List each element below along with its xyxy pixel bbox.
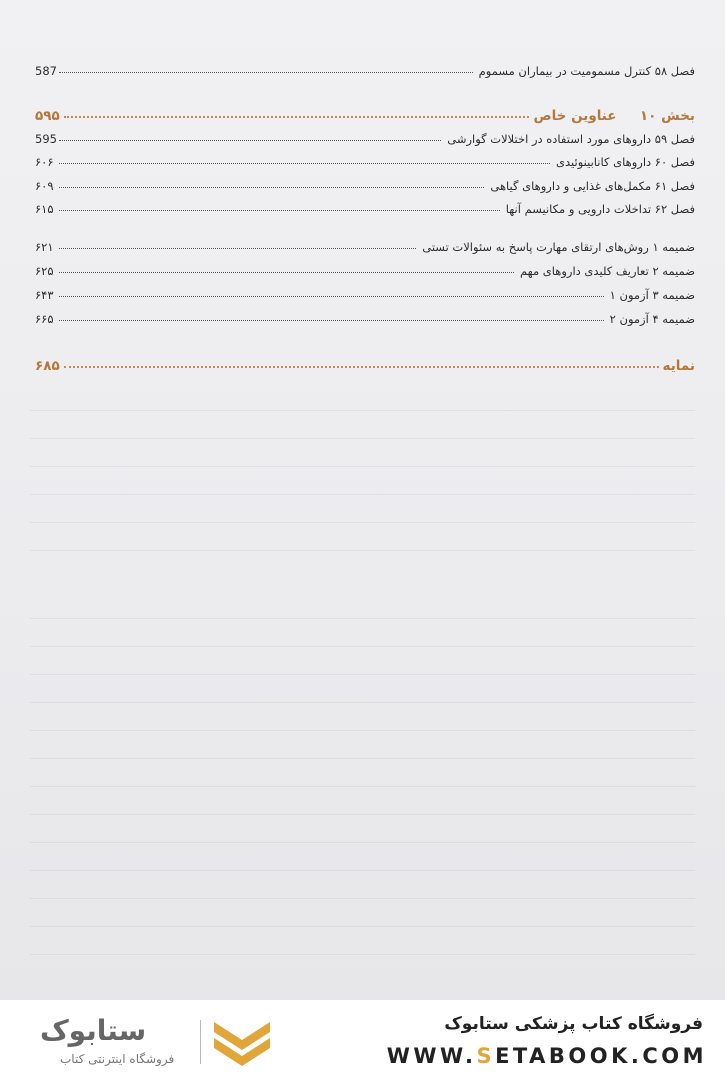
store-name: فروشگاه کتاب پزشکی ستابوک: [444, 1014, 703, 1034]
toc-entry-page: ۶۴۳: [35, 288, 54, 302]
toc-entry-chapter-60[interactable]: [35, 147, 695, 169]
dot-leader: [59, 72, 473, 73]
toc-part-10-heading[interactable]: [35, 100, 695, 124]
dot-leader: [59, 210, 500, 211]
dot-leader: [59, 140, 441, 141]
store-logo-text: ستابوک: [40, 1014, 147, 1047]
toc-entry-label: فصل ۵۹ داروهای مورد استفاده در اختلالات گوارشی: [447, 132, 695, 146]
toc-entry-appendix-1[interactable]: [35, 232, 695, 254]
store-footer-banner: [0, 1000, 725, 1080]
dot-leader: [64, 116, 530, 118]
toc-entry-page: ۶۰۹: [35, 179, 54, 193]
dot-leader: [59, 272, 514, 273]
dot-leader: [59, 248, 416, 249]
toc-entry-label: ضمیمه ۱ روش‌های ارتقای مهارت پاسخ به سئوالات تستی: [422, 240, 695, 254]
toc-entry-page: 587: [35, 64, 57, 78]
toc-entry-chapter-58[interactable]: [35, 56, 695, 78]
toc-entry-label: ضمیمه ۲ تعاریف کلیدی داروهای مهم: [520, 264, 695, 278]
toc-entry-chapter-62[interactable]: [35, 194, 695, 216]
toc-entry-label: فصل ۶۰ داروهای کانابینوئیدی: [556, 155, 695, 169]
toc-entry-label: فصل ۶۱ مکمل‌های غذایی و داروهای گیاهی: [490, 179, 695, 193]
toc-entry-label: ضمیمه ۳ آزمون ۱: [609, 288, 695, 302]
toc-index-heading[interactable]: [35, 350, 695, 374]
part-number: ۱۰: [639, 108, 657, 124]
store-chevron-logo-icon: [212, 1018, 272, 1066]
store-logo-subtitle: فروشگاه اینترنتی کتاب: [60, 1052, 175, 1066]
toc-entry-appendix-2[interactable]: [35, 256, 695, 278]
toc-entry-page: ۶۱۵: [35, 202, 54, 216]
dot-leader: [59, 320, 604, 321]
url-accent-letter: S: [476, 1044, 496, 1068]
toc-entry-label: فصل ۵۸ کنترل مسمومیت در بیماران مسموم: [478, 64, 695, 78]
dot-leader: [59, 296, 604, 297]
part-word: بخش: [661, 108, 695, 124]
toc-entry-label: فصل ۶۲ تداخلات دارویی و مکانیسم آنها: [505, 202, 695, 216]
toc-entry-appendix-3[interactable]: [35, 280, 695, 302]
dot-leader: [59, 163, 550, 164]
dot-leader: [64, 366, 659, 368]
footer-divider: [200, 1020, 201, 1064]
toc-entry-page: ۶۲۵: [35, 264, 54, 278]
toc-entry-chapter-59[interactable]: [35, 124, 695, 146]
toc-entry-appendix-4[interactable]: [35, 304, 695, 326]
toc-entry-page: 595: [35, 132, 57, 146]
store-url[interactable]: [387, 1044, 707, 1068]
dot-leader: [59, 187, 484, 188]
url-suffix: ETABOOK.COM: [495, 1044, 707, 1068]
index-page: ۶۸۵: [35, 358, 60, 374]
index-label: نمایه: [662, 358, 695, 374]
part-title: عناوین خاص: [533, 108, 617, 124]
toc-entry-chapter-61[interactable]: [35, 171, 695, 193]
toc-entry-label: ضمیمه ۴ آزمون ۲: [609, 312, 695, 326]
url-prefix: WWW.: [386, 1044, 477, 1068]
toc-entry-page: ۶۲۱: [35, 240, 54, 254]
part-heading-label: [533, 108, 695, 124]
toc-entry-page: ۶۶۵: [35, 312, 54, 326]
part-page: ۵۹۵: [35, 108, 60, 124]
toc-entry-page: ۶۰۶: [35, 155, 54, 169]
